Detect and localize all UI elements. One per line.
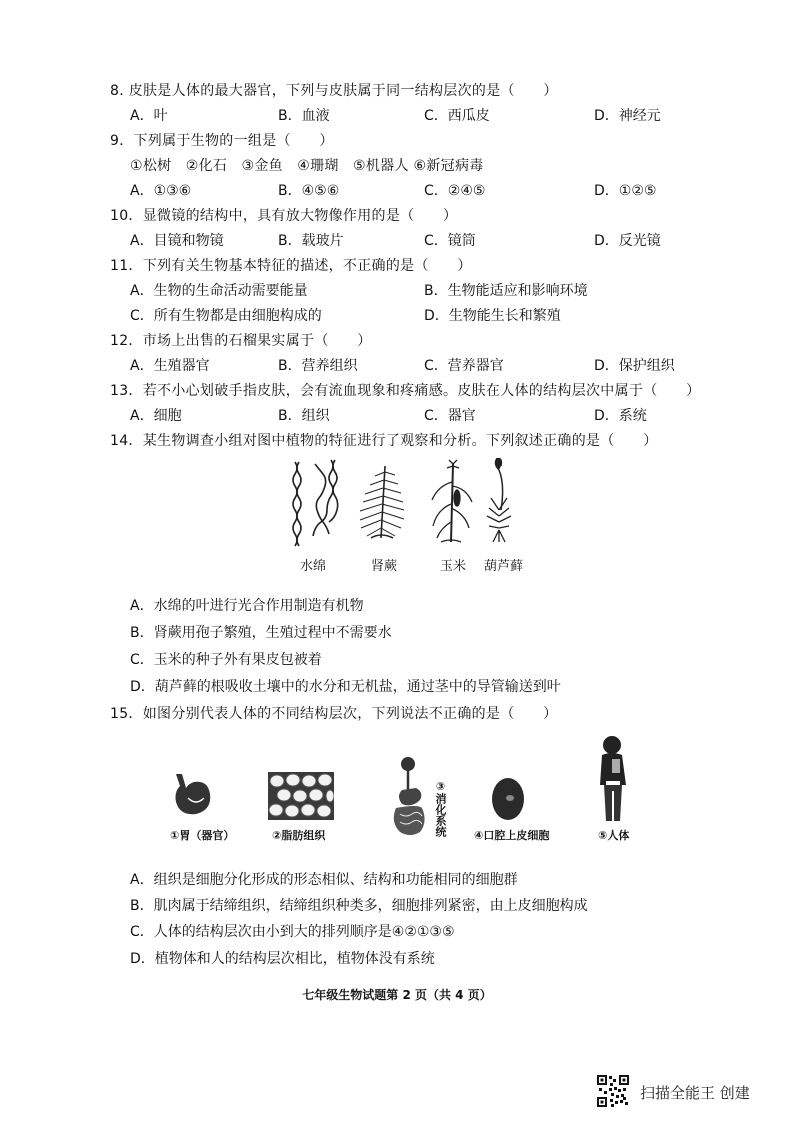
- figure-label-epithelial-cell: ④口腔上皮细胞: [474, 829, 550, 842]
- figure-label-moss: 葫芦藓: [484, 559, 524, 574]
- q14-option-b: B．肾蕨用孢子繁殖，生殖过程中不需要水: [130, 625, 392, 641]
- moss-illustration: [487, 458, 511, 542]
- q8-option-a: A．叶: [130, 108, 168, 124]
- q12-option-b: B．营养组织: [278, 358, 358, 374]
- q10-option-b: B．载玻片: [278, 233, 344, 249]
- figure-label-human-body: ⑤人体: [598, 829, 630, 842]
- q14-option-c: C．玉米的种子外有果皮包被着: [130, 652, 322, 668]
- figure-label-fern: 肾蕨: [371, 559, 398, 574]
- question-9-items: ①松树 ②化石 ③金鱼 ④珊瑚 ⑤机器人 ⑥新冠病毒: [130, 158, 484, 174]
- question-12-stem: 12．市场上出售的石榴果实属于（ ）: [110, 333, 372, 349]
- q14-option-a: A．水绵的叶进行光合作用制造有机物: [130, 598, 364, 614]
- q13-option-a: A．细胞: [130, 408, 182, 424]
- digestive-system-illustration: [388, 756, 430, 840]
- q11-option-d: D．生物能生长和繁殖: [424, 308, 561, 324]
- q10-option-a: A．目镜和物镜: [130, 233, 224, 249]
- figure-label-spirogyra: 水绵: [300, 559, 327, 574]
- q10-option-c: C．镜筒: [424, 233, 476, 249]
- q8-option-c: C．西瓜皮: [424, 108, 490, 124]
- question-15-stem: 15．如图分别代表人体的不同结构层次，下列说法不正确的是（ ）: [110, 706, 558, 722]
- q8-option-b: B．血液: [278, 108, 330, 124]
- human-body-illustration: [590, 735, 636, 825]
- q14-option-d: D．葫芦藓的根吸收土壤中的水分和无机盐，通过茎中的导管输送到叶: [130, 679, 561, 695]
- oral-epithelial-cell-illustration: [490, 776, 526, 822]
- q11-option-b: B．生物能适应和影响环境: [424, 283, 588, 299]
- q9-option-b: B．④⑤⑥: [278, 183, 340, 199]
- figure-label-stomach: ①胃（器官）: [170, 829, 235, 842]
- q9-option-c: C．②④⑤: [424, 183, 486, 199]
- corn-illustration: [432, 460, 472, 542]
- fern-illustration: [360, 466, 404, 538]
- q15-option-a: A．组织是细胞分化形成的形态相似、结构和功能相同的细胞群: [130, 872, 518, 888]
- q12-option-d: D．保护组织: [594, 358, 675, 374]
- plants-figure: [285, 458, 545, 554]
- q9-option-d: D．①②⑤: [594, 183, 657, 199]
- page-footer: 七年级生物试题第 2 页（共 4 页）: [302, 988, 492, 1002]
- figure-label-fat-tissue: ②脂肪组织: [272, 829, 326, 842]
- q13-option-c: C．器官: [424, 408, 476, 424]
- qr-code-icon: [596, 1074, 630, 1108]
- q8-option-d: D．神经元: [594, 108, 661, 124]
- q13-option-b: B．组织: [278, 408, 330, 424]
- q13-option-d: D．系统: [594, 408, 647, 424]
- q11-option-a: A．生物的生命活动需要能量: [130, 283, 308, 299]
- q12-option-c: C．营养器官: [424, 358, 504, 374]
- q11-option-c: C．所有生物都是由细胞构成的: [130, 308, 322, 324]
- q15-option-c: C．人体的结构层次由小到大的排列顺序是④②①③⑤: [130, 924, 455, 940]
- figure-label-corn: 玉米: [440, 559, 467, 574]
- question-11-stem: 11．下列有关生物基本特征的描述，不正确的是（ ）: [110, 258, 472, 274]
- stomach-illustration: [166, 770, 216, 820]
- q12-option-a: A．生殖器官: [130, 358, 210, 374]
- q15-option-b: B．肌肉属于结缔组织，结缔组织种类多，细胞排列紧密，由上皮细胞构成: [130, 898, 588, 914]
- question-8-stem: 8. 皮肤是人体的最大器官，下列与皮肤属于同一结构层次的是（ ）: [110, 83, 558, 99]
- q9-option-a: A．①③⑥: [130, 183, 192, 199]
- q15-option-d: D．植物体和人的结构层次相比，植物体没有系统: [130, 951, 435, 967]
- spirogyra-illustration: [293, 460, 338, 546]
- question-9-stem: 9．下列属于生物的一组是（ ）: [110, 133, 334, 149]
- q10-option-d: D．反光镜: [594, 233, 661, 249]
- figure-label-digestive-system: ③消化系统: [434, 780, 447, 837]
- fat-tissue-illustration: [268, 772, 334, 820]
- question-13-stem: 13．若不小心划破手指皮肤，会有流血现象和疼痛感。皮肤在人体的结构层次中属于（ ）: [110, 383, 701, 399]
- question-14-stem: 14．某生物调查小组对图中植物的特征进行了观察和分析。下列叙述正确的是（ ）: [110, 433, 658, 449]
- scanner-watermark: 扫描全能王 创建: [640, 1084, 750, 1102]
- question-10-stem: 10．显微镜的结构中，具有放大物像作用的是（ ）: [110, 208, 458, 224]
